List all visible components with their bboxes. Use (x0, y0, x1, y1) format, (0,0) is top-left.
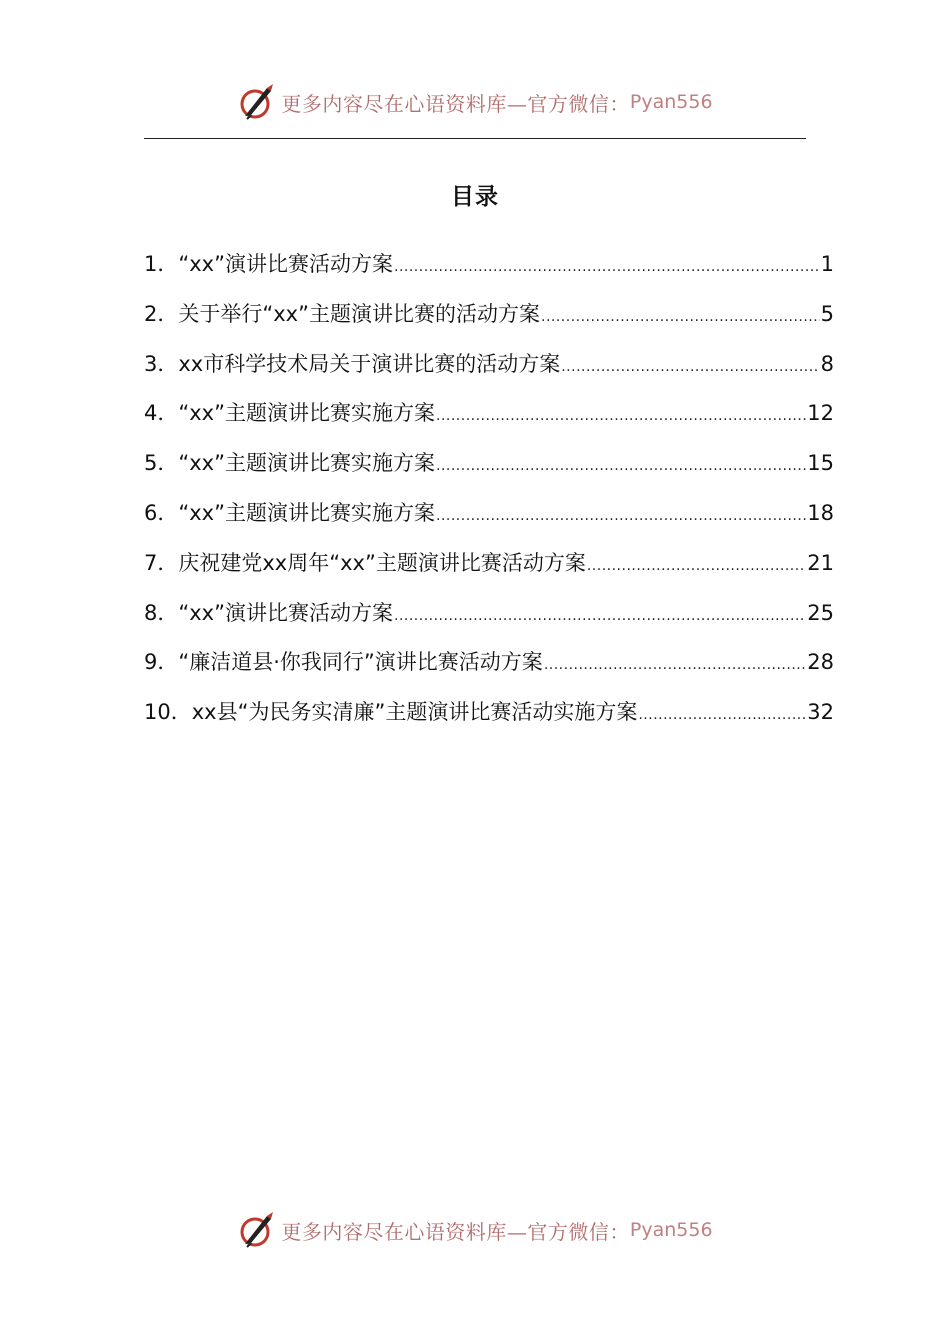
toc-entry[interactable] (144, 696, 834, 746)
toc-entry-title: xx市科学技术局关于演讲比赛的活动方案 (178, 351, 561, 376)
toc-entry-title: 关于举行“xx”主题演讲比赛的活动方案 (178, 301, 540, 326)
watermark-id: Pyan556 (629, 91, 713, 113)
toc-entry-page: 25 (807, 600, 834, 625)
quill-pen-icon (237, 82, 277, 122)
toc-entry[interactable] (144, 298, 834, 348)
header-divider (144, 138, 806, 139)
toc-entry-page: 28 (807, 650, 834, 675)
toc-entry-number: 6． (144, 500, 179, 525)
toc-entry[interactable] (144, 397, 834, 447)
toc-entry-page: 18 (807, 500, 834, 525)
toc-dot-leader (436, 408, 806, 424)
toc-dot-leader (436, 458, 806, 474)
toc-entry-title: “xx”演讲比赛活动方案 (178, 252, 393, 276)
toc-entry-title: xx县“为民务实清廉”主题演讲比赛活动实施方案 (191, 700, 638, 725)
toc-dot-leader (544, 657, 806, 673)
toc-title: 目录 (451, 184, 499, 210)
toc-entry[interactable] (144, 597, 834, 647)
toc-dot-leader (638, 707, 806, 723)
toc-entry-page: 5 (820, 301, 834, 326)
toc-entry-page: 32 (807, 700, 834, 725)
toc-entry[interactable] (144, 248, 834, 298)
toc-entry-number: 10． (144, 700, 192, 725)
watermark-text: 更多内容尽在心语资料库—官方微信： (281, 91, 630, 116)
toc-entry[interactable] (144, 348, 834, 398)
toc-entry-number: 1． (144, 252, 179, 276)
toc-entry[interactable] (144, 646, 834, 696)
toc-dot-leader (394, 608, 806, 624)
quill-pen-icon (237, 1210, 277, 1250)
toc-entry-number: 5． (144, 451, 179, 476)
toc-entry-number: 9． (144, 650, 179, 675)
watermark-id: Pyan556 (629, 1219, 713, 1241)
toc-entry-page: 8 (820, 351, 834, 376)
toc-dot-leader (587, 558, 806, 574)
toc-dot-leader (541, 309, 820, 325)
toc-dot-leader (394, 259, 820, 275)
toc-entry-title: “xx”演讲比赛活动方案 (178, 600, 393, 625)
toc-entry-page: 12 (807, 401, 834, 426)
toc-dot-leader (561, 359, 819, 375)
toc-entry-number: 2． (144, 301, 179, 326)
toc-entry-page: 15 (807, 451, 834, 476)
toc-entry-title: “廉洁道县·你我同行”演讲比赛活动方案 (178, 650, 543, 675)
toc-dot-leader (436, 508, 806, 524)
toc-entry-page: 21 (807, 550, 834, 575)
toc-entry-title: “xx”主题演讲比赛实施方案 (178, 401, 435, 426)
toc-entry-title: “xx”主题演讲比赛实施方案 (178, 500, 435, 525)
watermark-text: 更多内容尽在心语资料库—官方微信： (281, 1219, 630, 1244)
toc-entry-number: 8． (144, 600, 179, 625)
toc-entry-number: 7． (144, 550, 179, 575)
toc-entry-number: 4． (144, 401, 179, 426)
header-watermark (0, 80, 950, 124)
toc-entry-title: 庆祝建党xx周年“xx”主题演讲比赛活动方案 (178, 550, 586, 575)
toc-list (144, 248, 834, 746)
toc-entry-page: 1 (820, 252, 834, 276)
toc-entry-number: 3． (144, 351, 179, 376)
toc-entry-title: “xx”主题演讲比赛实施方案 (178, 451, 435, 476)
toc-entry[interactable] (144, 497, 834, 547)
footer-watermark (0, 1208, 950, 1252)
toc-entry[interactable] (144, 447, 834, 497)
toc-entry[interactable] (144, 547, 834, 597)
